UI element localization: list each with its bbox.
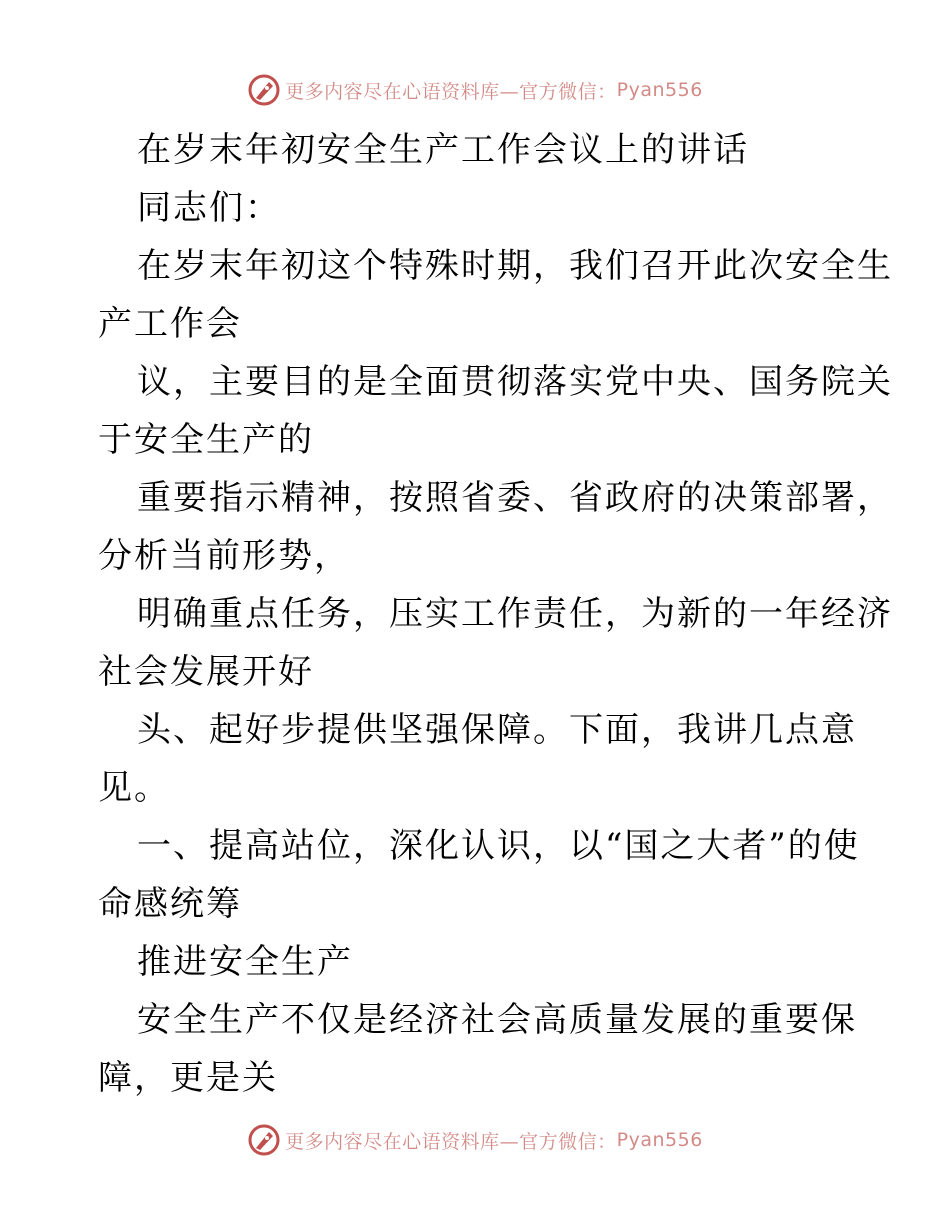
header-watermark — [0, 70, 950, 110]
paragraph-line: 障，更是关 — [98, 1058, 278, 1098]
salutation: 同志们： — [137, 188, 281, 228]
paragraph-line: 社会发展开好 — [98, 652, 314, 692]
paragraph-line: 重要指示精神，按照省委、省政府的决策部署， — [137, 478, 893, 518]
watermark-text: 更多内容尽在心语资料库—官方微信： — [285, 1130, 617, 1153]
paragraph-line: 议，主要目的是全面贯彻落实党中央、国务院关 — [137, 362, 893, 402]
paragraph-line: 产工作会 — [98, 304, 242, 344]
watermark-text: 更多内容尽在心语资料库—官方微信： — [285, 80, 617, 103]
watermark-wechat-id: Pyan556 — [616, 79, 703, 101]
watermark-wechat-id: Pyan556 — [616, 1129, 703, 1151]
paragraph-line: 安全生产不仅是经济社会高质量发展的重要保 — [137, 1000, 857, 1040]
section-heading-line: 推进安全生产 — [137, 942, 353, 982]
paragraph-line: 分析当前形势， — [98, 536, 350, 576]
section-heading-line: 一、提高站位，深化认识，以“国之大者”的使 — [137, 826, 860, 866]
document-body — [98, 121, 893, 1107]
paragraph-line: 于安全生产的 — [98, 420, 314, 460]
paragraph-line: 见。 — [98, 768, 170, 808]
footer-watermark — [0, 1120, 950, 1160]
section-heading-line: 命感统筹 — [98, 884, 242, 924]
paragraph-line: 在岁末年初这个特殊时期，我们召开此次安全生 — [137, 246, 893, 286]
pen-nib-logo-icon — [247, 73, 281, 107]
document-title: 在岁末年初安全生产工作会议上的讲话 — [137, 130, 749, 170]
paragraph-line: 头、起好步提供坚强保障。下面，我讲几点意 — [137, 710, 857, 750]
pen-nib-logo-icon — [247, 1123, 281, 1157]
paragraph-line: 明确重点任务，压实工作责任，为新的一年经济 — [137, 594, 893, 634]
